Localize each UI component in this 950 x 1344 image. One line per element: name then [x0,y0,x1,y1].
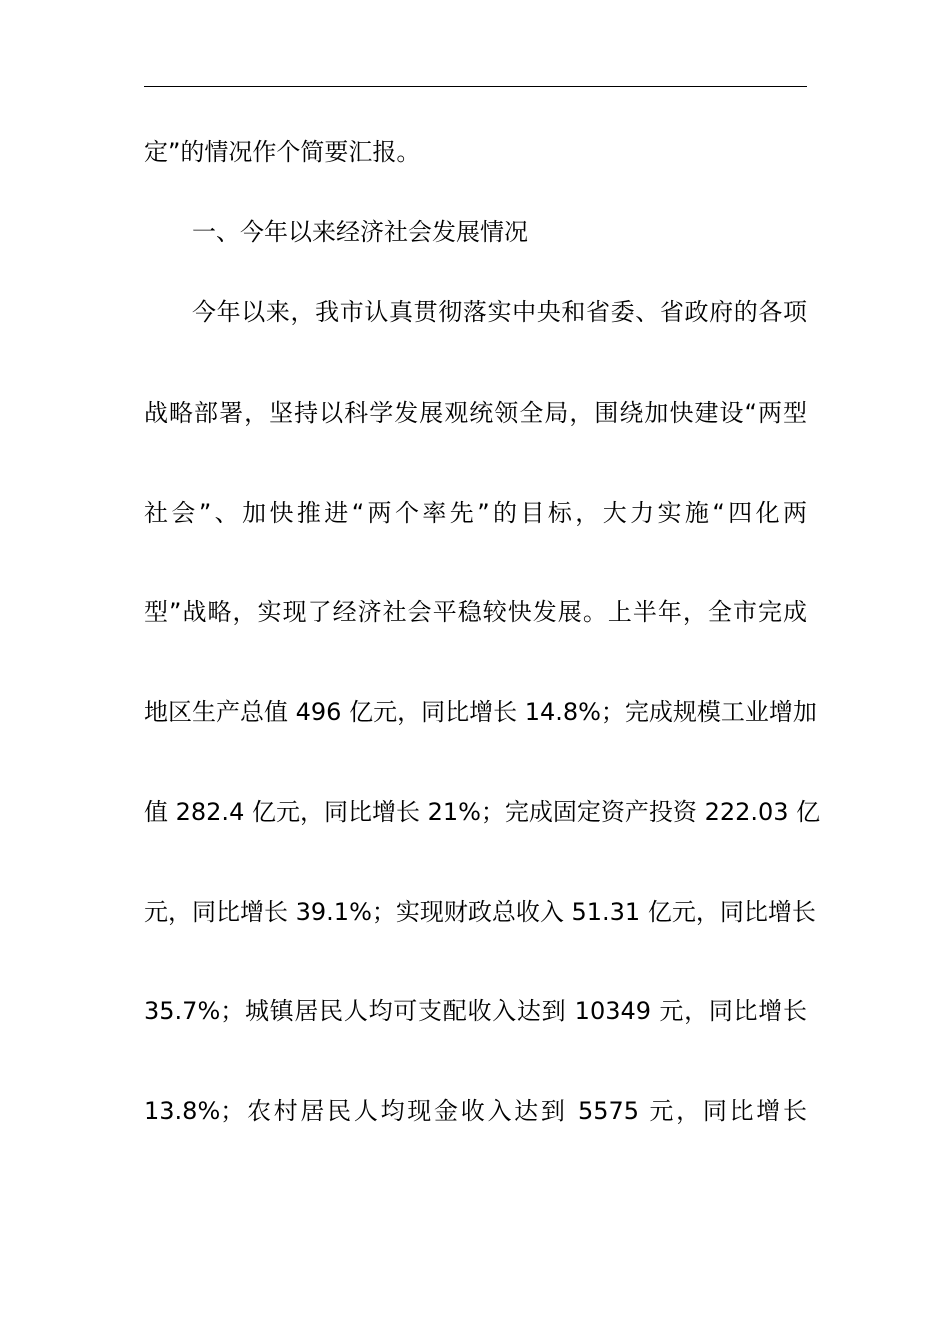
text-line-5: 社会”、加快推进“两个率先”的目标，大力实施“四化两 [144,499,807,527]
text-line-3: 今年以来，我市认真贯彻落实中央和省委、省政府的各项 [192,298,807,326]
text-line-9: 元，同比增长 39.1%；实现财政总收入 51.31 亿元，同比增长 [144,898,816,926]
text-line-1: 定”的情况作个简要汇报。 [144,138,421,166]
section-heading: 一、今年以来经济社会发展情况 [192,218,528,246]
text-line-7: 地区生产总值 496 亿元，同比增长 14.8%；完成规模工业增加 [144,698,817,726]
text-line-10: 35.7%；城镇居民人均可支配收入达到 10349 元，同比增长 [144,997,807,1025]
text-line-4: 战略部署，坚持以科学发展观统领全局，围绕加快建设“两型 [144,399,807,427]
text-line-11: 13.8%；农村居民人均现金收入达到 5575 元，同比增长 [144,1097,807,1125]
text-line-6: 型”战略，实现了经济社会平稳较快发展。上半年，全市完成 [144,598,807,626]
text-line-8: 值 282.4 亿元，同比增长 21%；完成固定资产投资 222.03 亿 [144,798,821,826]
header-divider [144,86,807,87]
